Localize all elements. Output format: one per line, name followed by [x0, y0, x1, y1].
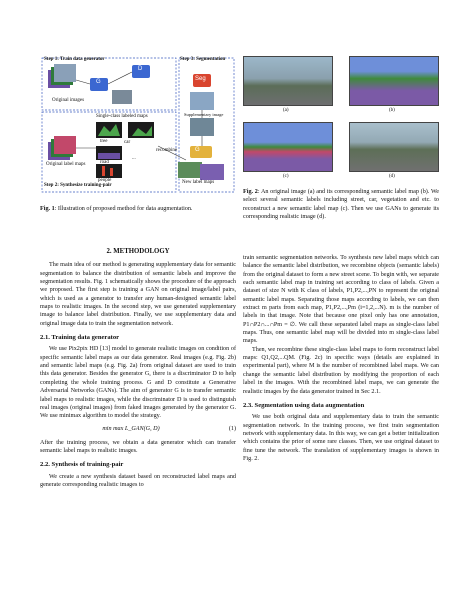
figure-1-caption-number: Fig. 1: [40, 206, 55, 212]
seg-output-thumb: [190, 92, 214, 110]
equation-number: (1): [228, 426, 236, 433]
supplementary-label: Supplementary image: [184, 112, 224, 117]
fig2-label-b: (b): [389, 108, 395, 113]
people-label: people: [98, 178, 112, 183]
figure-1-diagram: [40, 56, 236, 196]
g-label: G: [96, 79, 101, 85]
single-class-label: Single-class labeled maps: [96, 114, 148, 119]
equation-body: min max L_GAN(G, D): [102, 426, 160, 433]
paragraph: Then, we recombine these single-class label maps to form reconstruct label maps: Q1,Q2,...QM. (Fig. 2c) in specific ways (details are explained in experimental part), where M is the number of recombined label maps. We can change the semantic label distribution by modifying the proportion of each label in the images. With the recombined label maps, we can generate the realistic images by the data generator trained in Sec 2.1.: [243, 346, 439, 395]
step3-label: Step 3: Segmentation: [180, 57, 226, 62]
figure-2-caption-text: : An original image (a) and its corresponding semantic label map (b). We select several semantic labels including street, car, vegetation and etc. to reconstruct a new semantic label map (c). Then we use GANs to generate its corresponding realistic image (d).: [243, 189, 440, 221]
generator-block-2: [190, 146, 212, 158]
figure-2-caption: [243, 188, 439, 221]
recombine-label: recombine: [156, 148, 178, 153]
supplementary-image-thumb: [190, 118, 214, 136]
original-images-label: Original images: [52, 98, 85, 103]
road-label: road: [100, 160, 109, 165]
fig2-image-d: [349, 122, 439, 172]
subsection-title: 2.1. Training data generator: [40, 334, 120, 342]
g-label-2: G: [195, 147, 200, 153]
subsection-title: 2.2. Synthesis of training-pair: [40, 461, 124, 469]
original-image-thumb: [112, 90, 132, 104]
paragraph: train semantic segmentation networks. To synthesis new label maps which can balance the semantic label distribution, we recombine objects (semantic labels) from the original dataset to form a new street scene. To begin with, we separate each semantic label map in training set according to class of labels. Given a dataset of size N with K class of labels, P1,P2,...,PN to represent the original semantic label maps. Separating those maps according to labels, we can then extract m parts from each map, P1,P2,...,Pm (i=1,2,...N). m is the number of labels in that image. Note that because one pixel only has one annotation, P1∩P2∩...∩Pm = ∅. We call these separated label maps as single-class label maps. Thus, one semantic label map will be divided into m single-class label maps.: [243, 255, 439, 345]
single-class-map: [96, 164, 122, 178]
car-label: car: [124, 140, 131, 145]
fig2-label-a: (a): [283, 108, 289, 113]
fig2-label-c: (c): [283, 174, 289, 179]
new-label-map: [200, 164, 224, 180]
figure-2-caption-number: Fig. 2: [243, 189, 258, 195]
ellipsis-label: ...: [132, 156, 136, 161]
d-label: D: [138, 66, 143, 72]
step1-label: Step 1: Train data generator: [44, 57, 105, 62]
original-label-maps-label: Original label maps: [46, 162, 86, 167]
paragraph: We use both original data and supplementary data to train the semantic segmentation network. In the training process, we first train segmentation network with supplementary data. In this way, we can get a better initialization which contains the prior of some rare classes. Then, we use original dataset to fine tune the network. The translation of supplementary images is shown in Fig. 2.: [243, 414, 439, 462]
figure-2: [243, 56, 439, 184]
paragraph: We use Pix2pix HD [13] model to generate realistic images on condition of specific semantic label maps as our data generator. Real images (e.g. Fig. 2b) and semantic label maps (e.g. Fig. 2a) from original dataset are used to train this data generator. Besides the generator G, there is a discriminator D to help completing the whole training process. G and D constitute a Generative Adversarial Networks (GANs). The aim of generator G is to transfer semantic label maps to realistic images, while the discriminator D is used to distinguish real images (original images) from faked images generated by the generator G. We use minimax algorithm to model the strategy.: [40, 346, 236, 420]
figure-1-caption-text: : Illustration of proposed method for data augmentation.: [54, 206, 193, 212]
step2-label: Step 2: Synthesize training-pair: [44, 183, 112, 188]
equation-1: [40, 421, 236, 439]
subsection-title: 2.3. Segmentation using data augmentation: [243, 401, 365, 409]
section-title: 2. METHODOLOGY: [106, 248, 170, 255]
paragraph: The main idea of our method is generating supplementary data for semantic segmentation to balance the distribution of semantic labels and improve the segmentation results. Fig. 1 schematically shows the procedure of the approach we proposed. The first step is training a GAN on original image/label pairs, which is used as a generator to transfer any human-designed semantic label maps to realistic images. In the second step, we use generated supplementary image to balance label distribution. Finally, we use supplementary data and original image data to train the segmentation network.: [40, 262, 236, 327]
fig2-image-a: [243, 56, 333, 106]
fig2-image-c: [243, 122, 333, 172]
fig2-image-b: [349, 56, 439, 106]
figure-1: [40, 56, 236, 196]
new-label-maps-label: New label maps: [182, 180, 215, 185]
tree-label: tree: [100, 139, 108, 144]
figure-1-caption: [40, 205, 236, 213]
new-label-map: [178, 162, 202, 178]
label-map-thumb: [54, 64, 76, 82]
paragraph: We create a new synthesis dataset based on reconstructed label maps and generate corresponding realistic images to: [40, 473, 236, 488]
left-column: [40, 248, 236, 489]
right-column: [243, 254, 439, 463]
fig2-label-d: (d): [389, 174, 395, 179]
seg-label: Seg: [195, 76, 206, 82]
label-map-thumb: [54, 136, 76, 154]
paragraph: After the training process, we obtain a data generator which can transfer semantic label maps to realistic images.: [40, 439, 236, 454]
